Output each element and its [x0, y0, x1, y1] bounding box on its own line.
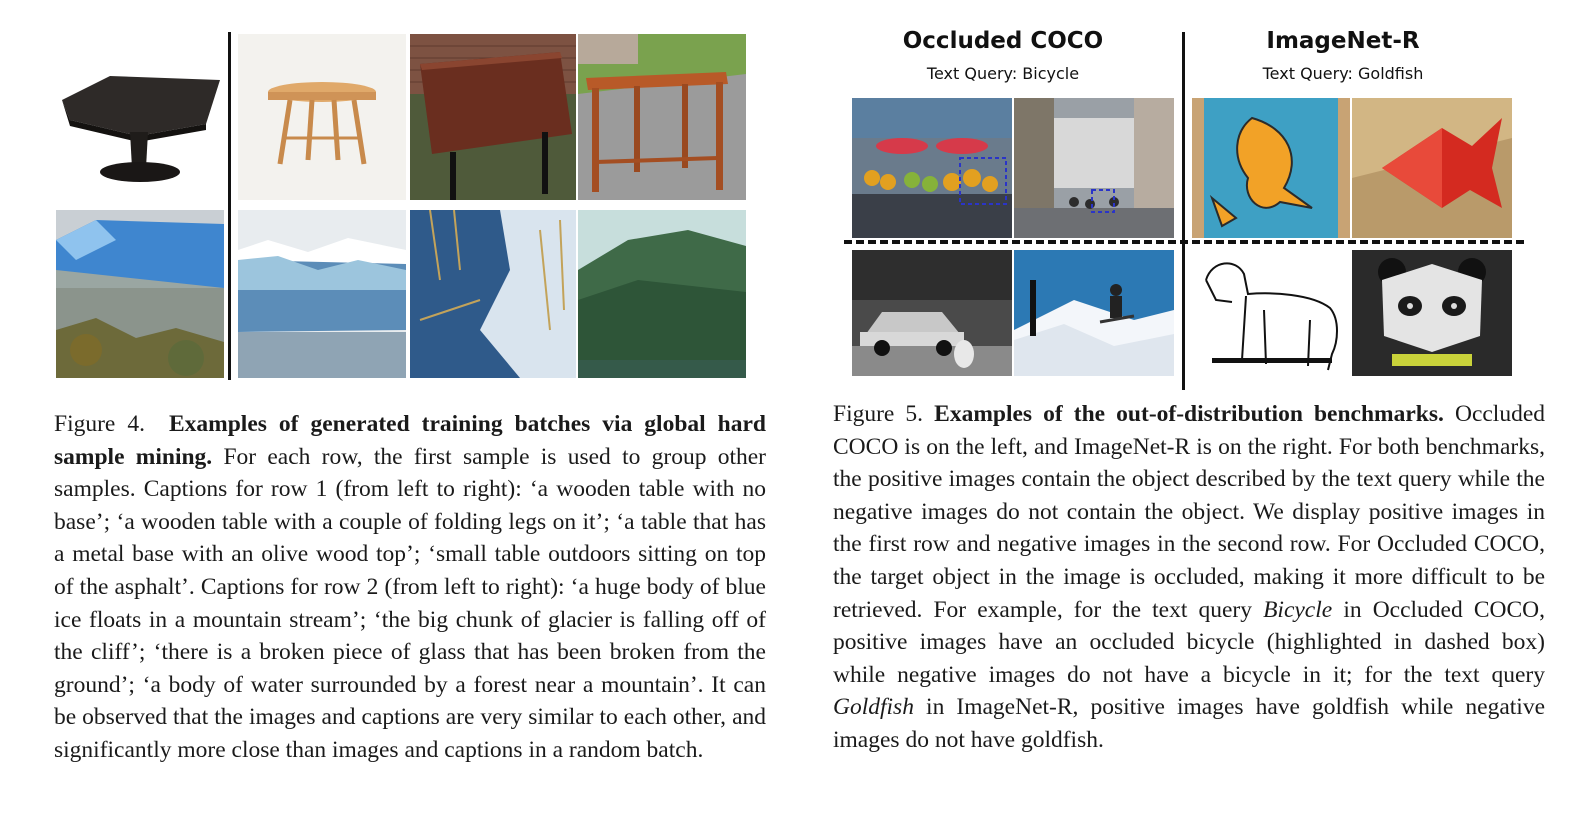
- benchmark-query-imagenet-r: Text Query: Goldfish: [1262, 64, 1424, 83]
- figure-4-label: Figure 4.: [54, 411, 145, 437]
- panda-figure-illustration: [1352, 250, 1512, 376]
- walnut-table-illustration: [410, 34, 576, 200]
- outdoor-table-illustration: [578, 34, 746, 200]
- image-coco-positive-street: [1014, 98, 1174, 238]
- image-glacier-cliff: [238, 210, 406, 378]
- image-table-folding-legs: [238, 34, 406, 200]
- frozen-water-illustration: [410, 210, 576, 378]
- image-coco-positive-market: [852, 98, 1012, 238]
- image-anchor-table: [56, 32, 224, 200]
- figure-4-image-grid: [56, 32, 760, 388]
- market-stall-illustration: [852, 98, 1012, 238]
- image-imagenetr-negative-panda: [1352, 250, 1512, 376]
- image-imagenetr-positive-painted-goldfish: [1192, 98, 1350, 238]
- image-table-metal-base: [410, 34, 576, 200]
- figure-5-body-part-1: Occluded COCO is on the left, and ImageNet-R is on the right. For both benchmarks, the positive images contain the object described by the text query while the negative images do not contain the object. We display positive images in the first row and negative images in the second row. For Occluded COCO, the target object in the image is occluded, making it more difficult to be retrieved. For example, for the text query: [833, 401, 1546, 623]
- painted-goldfish-illustration: [1192, 98, 1350, 238]
- blue-ice-illustration: [56, 210, 224, 378]
- image-coco-negative-snowboard: [1014, 250, 1174, 376]
- dark-table-illustration: [56, 32, 224, 200]
- figure-4-caption: [54, 408, 766, 767]
- snowboard-illustration: [1014, 250, 1174, 376]
- row-divider-line: [228, 32, 231, 380]
- city-street-illustration: [1014, 98, 1174, 238]
- car-dog-bw-illustration: [852, 250, 1012, 376]
- figure-5-label: Figure 5.: [833, 401, 924, 427]
- image-coco-negative-car-dog: [852, 250, 1012, 376]
- figure-4-body: For each row, the first sample is used to group other samples. Captions for row 1 (from left to right): ‘a wooden table with no base’; ‘a wooden table with a couple of folding legs on it’; ‘a table that has a metal base with an olive wood top’; ‘small table outdoors sitting on top of the asphalt’. Captions for row 2 (from left to right): ‘a huge body of blue ice floats in a mountain stream’; ‘the big chunk of glacier is falling off of the cliff’; ‘there is a broken piece of glass that has been broken from the ground’; ‘a body of water surrounded by a forest near a mountain’. It can be observed that the images and captions are very similar to each other, and significantly more close than images and captions in a random batch.: [54, 443, 766, 763]
- benchmark-title-occluded-coco: Occluded COCO: [902, 28, 1104, 54]
- figure-5-title: Examples of the out-of-distribution benchmarks.: [934, 401, 1444, 427]
- image-anchor-ice-floats: [56, 210, 224, 378]
- row-separator-dashed-line: [844, 240, 1524, 244]
- benchmark-title-imagenet-r: ImageNet-R: [1266, 28, 1420, 54]
- image-table-outdoors-asphalt: [578, 34, 746, 200]
- round-wood-table-illustration: [238, 34, 406, 200]
- origami-goldfish-illustration: [1352, 98, 1512, 238]
- figure-4-title: Examples of generated training batches via global hard sample mining.: [54, 411, 767, 470]
- image-broken-glass-ground: [410, 210, 576, 378]
- forest-lake-illustration: [578, 210, 746, 378]
- dog-sketch-illustration: [1192, 250, 1350, 376]
- figure-5-benchmarks: [838, 28, 1528, 390]
- figure-5-query-bicycle: Bicycle: [1263, 596, 1333, 623]
- figure-5-caption: [833, 398, 1545, 757]
- figure-5-body-part-3: in ImageNet-R, positive images have goldfish while negative images do not have goldfish.: [833, 694, 1546, 753]
- benchmark-divider-line: [1182, 32, 1185, 390]
- glacier-illustration: [238, 210, 406, 378]
- benchmark-query-occluded-coco: Text Query: Bicycle: [926, 64, 1080, 83]
- figure-5-query-goldfish: Goldfish: [833, 694, 914, 721]
- figure-5-body-part-2: in Occluded COCO, positive images have an occluded bicycle (highlighted in dashed box) while negative images do not have a bicycle in it; for the text query: [833, 596, 1545, 688]
- image-imagenetr-negative-dog-sketch: [1192, 250, 1350, 376]
- image-water-forest-mountain: [578, 210, 746, 378]
- image-imagenetr-positive-origami-goldfish: [1352, 98, 1512, 238]
